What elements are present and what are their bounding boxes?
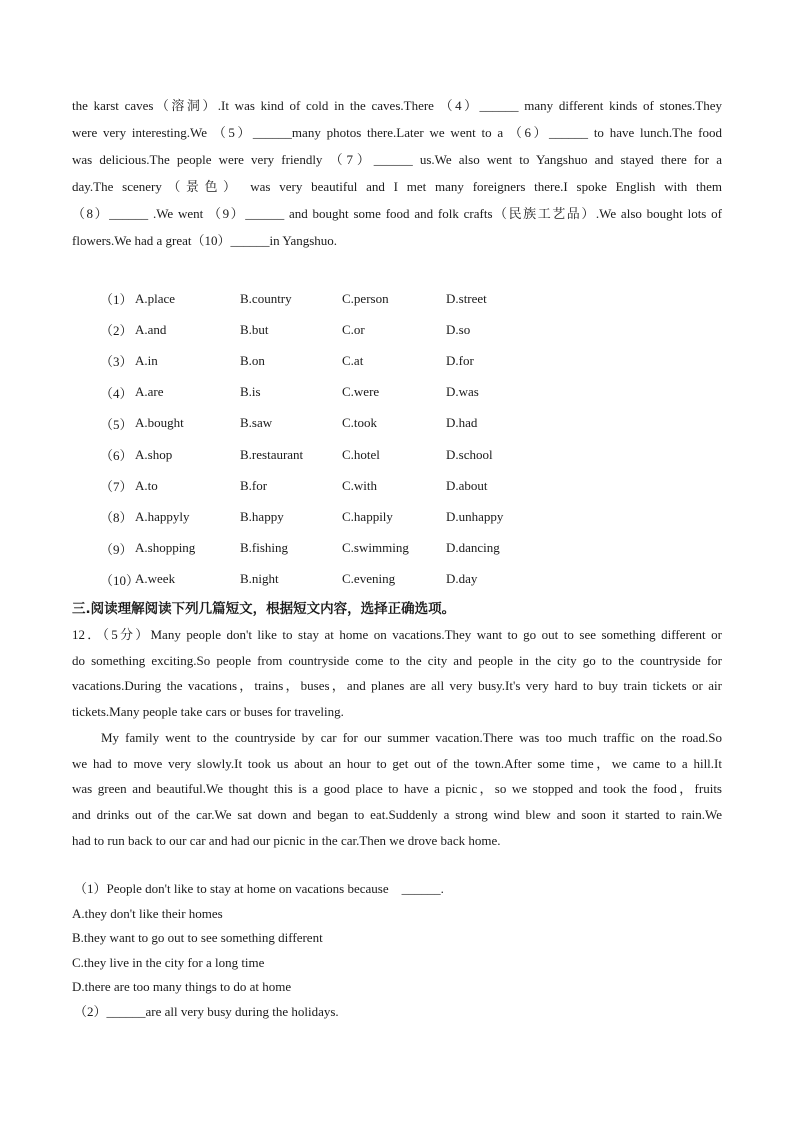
option-row bbox=[100, 408, 546, 439]
option-number: （6） bbox=[100, 448, 133, 464]
option-c: C.hotel bbox=[342, 446, 380, 462]
option-a: A.bought bbox=[135, 415, 184, 431]
option-a: A.shop bbox=[135, 446, 173, 462]
answer-choice: D.there are too many things to do at home bbox=[72, 979, 292, 995]
option-c: C.or bbox=[342, 321, 365, 337]
option-b: B.night bbox=[240, 571, 279, 587]
option-number: （3） bbox=[100, 354, 133, 370]
cloze-line: day.The scenery（景色） was very beautiful and I met many foreigners there.I spoke English with them bbox=[72, 179, 722, 194]
cloze-line: was delicious.The people were very friendly （7）______ us.We also went to Yangshuo and stayed there for a bbox=[72, 152, 722, 167]
option-row bbox=[100, 377, 546, 408]
passage-line: tickets.Many people take cars or buses for traveling. bbox=[72, 704, 344, 720]
cloze-line: the karst caves（溶洞）.It was kind of cold in the caves.There （4）______ many different kinds of stones.They bbox=[72, 98, 722, 113]
option-d: D.street bbox=[446, 290, 487, 306]
option-a: A.and bbox=[135, 321, 167, 337]
option-b: B.but bbox=[240, 321, 269, 337]
option-b: B.country bbox=[240, 290, 292, 306]
reading-passage bbox=[72, 622, 722, 853]
option-row bbox=[100, 533, 546, 564]
option-c: C.happily bbox=[342, 508, 393, 524]
option-a: A.happyly bbox=[135, 508, 190, 524]
option-number: （9） bbox=[100, 541, 133, 557]
option-a: A.shopping bbox=[135, 540, 196, 556]
option-row bbox=[100, 470, 546, 501]
passage-line: had to run back to our car and had our picnic in the car.Then we drove back home. bbox=[72, 832, 501, 848]
option-number: （10） bbox=[100, 572, 140, 588]
answer-choice: A.they don't like their homes bbox=[72, 905, 223, 921]
option-a: A.are bbox=[135, 384, 164, 400]
question-stem: （2）______are all very busy during the holidays. bbox=[74, 1003, 339, 1019]
option-row bbox=[100, 345, 546, 376]
option-b: B.restaurant bbox=[240, 446, 304, 462]
option-a: A.week bbox=[135, 571, 176, 587]
option-c: C.swimming bbox=[342, 540, 409, 556]
option-c: C.evening bbox=[342, 571, 396, 587]
questions-block bbox=[72, 877, 722, 1025]
option-row bbox=[100, 564, 546, 595]
option-d: D.about bbox=[446, 477, 488, 493]
answer-choice: B.they want to go out to see something different bbox=[72, 930, 323, 946]
option-number: （8） bbox=[100, 510, 133, 526]
passage-line: we had to move very slowly.It took us about an hour to get out of the town.After some time，we came to a hill.It bbox=[72, 755, 722, 771]
option-d: D.dancing bbox=[446, 540, 500, 556]
cloze-passage bbox=[72, 92, 722, 254]
option-d: D.unhappy bbox=[446, 508, 504, 524]
option-row bbox=[100, 439, 546, 470]
option-row bbox=[100, 314, 546, 345]
option-c: C.with bbox=[342, 477, 378, 493]
option-d: D.was bbox=[446, 384, 479, 400]
option-number: （4） bbox=[100, 385, 133, 401]
option-d: D.day bbox=[446, 571, 478, 587]
option-c: C.took bbox=[342, 415, 378, 431]
passage-line: vacations.During the vacations，trains，buses，and planes are all very busy.It's very hard to buy train tickets or air bbox=[72, 678, 722, 694]
option-row bbox=[100, 283, 546, 314]
option-d: D.had bbox=[446, 415, 478, 431]
option-number: （2） bbox=[100, 323, 133, 339]
option-a: A.to bbox=[135, 477, 158, 493]
option-d: D.school bbox=[446, 446, 493, 462]
option-d: D.for bbox=[446, 352, 474, 368]
option-b: B.happy bbox=[240, 508, 284, 524]
passage-line: 12．（5分）Many people don't like to stay at home on vacations.They want to go out to see something different or bbox=[72, 627, 722, 642]
question-stem: （1）People don't like to stay at home on vacations because ______. bbox=[74, 881, 444, 896]
option-c: C.were bbox=[342, 384, 380, 400]
option-c: C.person bbox=[342, 290, 389, 306]
option-a: A.place bbox=[135, 290, 176, 306]
passage-line: was green and beautiful.We thought this is a good place to have a picnic，so we stopped and took the food，fruits bbox=[72, 781, 722, 797]
option-b: B.on bbox=[240, 352, 265, 368]
option-b: B.for bbox=[240, 477, 268, 493]
cloze-line: （8）______ .We went （9）______ and bought some food and folk crafts（民族工艺品）.We also bought lots of bbox=[72, 206, 722, 221]
option-number: （7） bbox=[100, 479, 133, 495]
answer-choice: C.they live in the city for a long time bbox=[72, 954, 265, 970]
passage-line: and drinks out of the car.We sat down and began to eat.Suddenly a strong wind blew and soon it started to rain.We bbox=[72, 806, 722, 822]
options-table bbox=[100, 283, 546, 595]
cloze-line: were very interesting.We （5）______many photos there.Later we went to a （6）______ to have lunch.The food bbox=[72, 125, 722, 140]
option-b: B.fishing bbox=[240, 540, 289, 556]
option-b: B.saw bbox=[240, 415, 273, 431]
option-a: A.in bbox=[135, 352, 158, 368]
option-d: D.so bbox=[446, 321, 471, 337]
option-number: （5） bbox=[100, 416, 133, 432]
cloze-line: flowers.We had a great（10）______in Yangshuo. bbox=[72, 233, 338, 248]
option-row bbox=[100, 501, 546, 532]
passage-line: My family went to the countryside by car for our summer vacation.There was too much traffic on the road.So bbox=[101, 729, 722, 745]
option-b: B.is bbox=[240, 384, 261, 400]
option-number: （1） bbox=[100, 292, 133, 308]
passage-line: do something exciting.So people from countryside come to the city and people in the city go to the countryside for bbox=[72, 652, 722, 668]
section-title: 三.阅读理解阅读下列几篇短文，根据短文内容，选择正确选项。 bbox=[72, 601, 456, 617]
option-c: C.at bbox=[342, 352, 364, 368]
